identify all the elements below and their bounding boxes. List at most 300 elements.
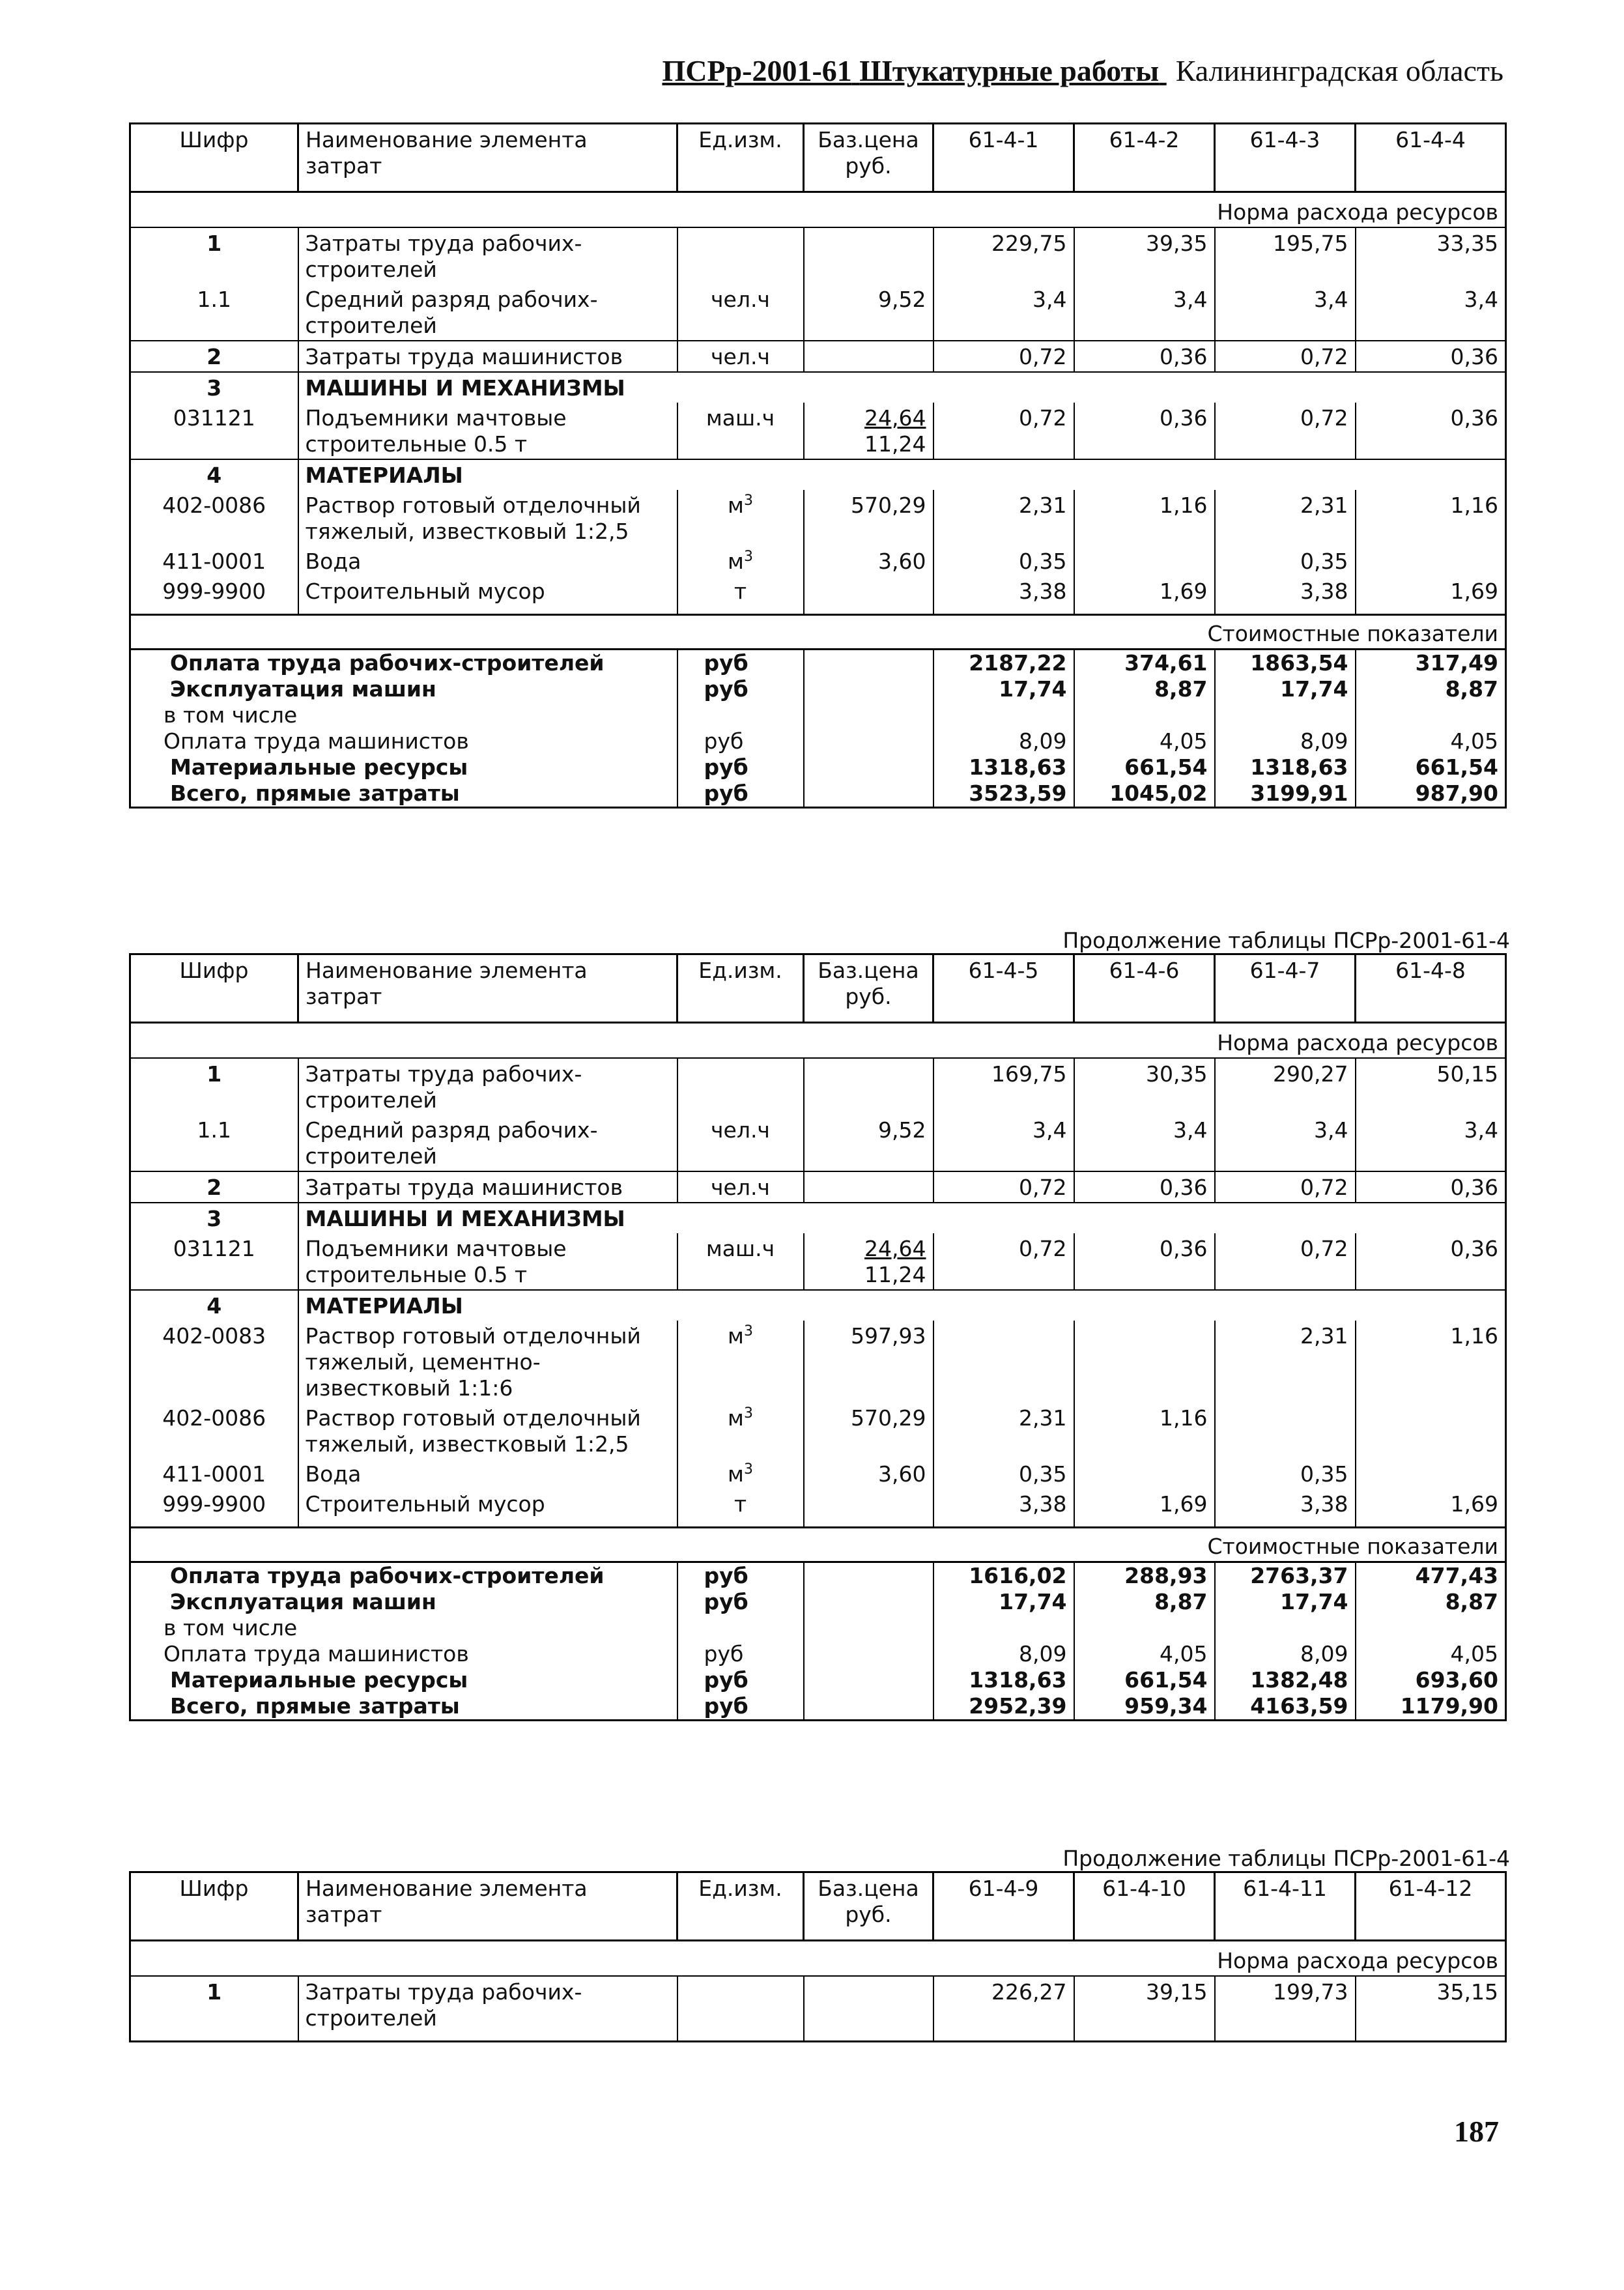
row-unit (677, 1321, 804, 1403)
empty-cell (804, 372, 933, 403)
norm-value: 0,35 (933, 546, 1074, 576)
cost-row-label: Эксплуатация машин (130, 1589, 677, 1615)
norm-value: 1,16 (1356, 1321, 1506, 1403)
cost-value: 288,93 (1074, 1562, 1215, 1590)
unit-text: т (734, 1491, 747, 1517)
cost-value: 4,05 (1356, 728, 1506, 754)
cost-value: 2952,39 (933, 1693, 1074, 1721)
cubic-sup: 3 (743, 1461, 753, 1478)
row-price (804, 341, 933, 372)
row-name: Строительный мусор (298, 576, 677, 615)
row-unit (677, 227, 804, 284)
cost-unit: руб (677, 676, 804, 702)
table-row (130, 1058, 1506, 1115)
empty-cell (804, 1589, 933, 1615)
cost-value: 1318,63 (933, 1667, 1074, 1693)
norm-label: Норма расхода ресурсов (130, 1023, 1506, 1059)
empty-cell (933, 1290, 1074, 1321)
row-name: Затраты труда рабочих-строителей (298, 1976, 677, 2042)
cost-value: 4,05 (1074, 728, 1215, 754)
cost-value: 374,61 (1074, 650, 1215, 677)
row-name: Вода (298, 1459, 677, 1489)
empty-cell (933, 372, 1074, 403)
cost-unit: руб (677, 1589, 804, 1615)
row-code: 402-0086 (130, 490, 298, 546)
col-code-header: Шифр (130, 954, 298, 1023)
cost-value: 17,74 (933, 676, 1074, 702)
row-code: 2 (130, 1171, 298, 1203)
row-unit (677, 1171, 804, 1203)
cost-row-label: Всего, прямые затраты (130, 1693, 677, 1721)
cost-label: Стоимостные показатели (130, 1528, 1506, 1562)
norm-value: 33,35 (1356, 227, 1506, 284)
table-row (130, 1233, 1506, 1290)
norm-value (1074, 1459, 1215, 1489)
cost-unit: руб (677, 1562, 804, 1590)
norm-value: 3,38 (1215, 576, 1356, 615)
norm-value: 169,75 (933, 1058, 1074, 1115)
cost-row (130, 650, 1506, 677)
norm-value: 1,16 (1074, 1403, 1215, 1459)
cost-label-row (130, 615, 1506, 650)
unit-text: м (728, 1405, 744, 1431)
col-norm-header: 61-4-5 (933, 954, 1074, 1023)
cost-unit: руб (677, 1667, 804, 1693)
norm-value: 3,4 (1074, 1115, 1215, 1171)
norm-value: 1,69 (1074, 576, 1215, 615)
header-row (130, 954, 1506, 1023)
empty-cell (804, 676, 933, 702)
header-row (130, 124, 1506, 192)
norm-value: 0,72 (1215, 1171, 1356, 1203)
cost-row-label: в том числе (130, 702, 677, 728)
row-price (804, 1459, 933, 1489)
row-price (804, 546, 933, 576)
norm-value: 0,72 (933, 1171, 1074, 1203)
norm-value: 0,36 (1074, 341, 1215, 372)
empty-cell (677, 372, 804, 403)
row-name: Подъемники мачтовые строительные 0.5 т (298, 1233, 677, 1290)
unit-text: чел.ч (711, 1175, 770, 1200)
empty-cell (1356, 1203, 1506, 1233)
empty-cell (1356, 459, 1506, 490)
table-row (130, 403, 1506, 459)
row-unit (677, 1403, 804, 1459)
row-name: Средний разряд рабочих-строителей (298, 284, 677, 341)
cost-value: 8,09 (933, 728, 1074, 754)
col-norm-header: 61-4-6 (1074, 954, 1215, 1023)
row-code: 3 (130, 372, 298, 403)
row-name: Средний разряд рабочих-строителей (298, 1115, 677, 1171)
empty-cell (804, 1203, 933, 1233)
row-unit (677, 341, 804, 372)
row-unit (677, 1115, 804, 1171)
row-name: Строительный мусор (298, 1489, 677, 1528)
row-price (804, 1058, 933, 1115)
cost-value: 4,05 (1356, 1641, 1506, 1667)
empty-cell (804, 1290, 933, 1321)
empty-cell (804, 1693, 933, 1721)
unit-text: маш.ч (705, 405, 775, 431)
norm-value: 0,36 (1074, 1171, 1215, 1203)
row-name: Раствор готовый отделочный тяжелый, известковый 1:2,5 (298, 1403, 677, 1459)
empty-cell (804, 650, 933, 677)
table-row (130, 284, 1506, 341)
empty-cell (677, 1203, 804, 1233)
price-text: 597,93 (851, 1323, 926, 1349)
cost-row (130, 780, 1506, 808)
col-unit-header: Ед.изм. (677, 1872, 804, 1941)
row-price (804, 490, 933, 546)
norm-value: 3,4 (1356, 284, 1506, 341)
cost-unit: руб (677, 728, 804, 754)
table-row (130, 459, 1506, 490)
cost-value: 1045,02 (1074, 780, 1215, 808)
norm-row (130, 1941, 1506, 1977)
row-price (804, 1489, 933, 1528)
empty-cell (804, 459, 933, 490)
continuation-caption-2: Продолжение таблицы ПСРр-2001-61-4 (1062, 1846, 1510, 1871)
empty-cell (804, 728, 933, 754)
row-unit (677, 1976, 804, 2042)
price-text: 3,60 (878, 549, 926, 574)
empty-cell (804, 780, 933, 808)
cubic-sup: 3 (743, 549, 753, 565)
price-secondary: 11,24 (864, 1262, 926, 1287)
page-header (662, 53, 1503, 88)
cost-value: 17,74 (1215, 676, 1356, 702)
norm-value: 0,72 (933, 403, 1074, 459)
row-name: Затраты труда машинистов (298, 341, 677, 372)
cost-value (1215, 702, 1356, 728)
norm-value: 2,31 (1215, 490, 1356, 546)
norm-value (1074, 1321, 1215, 1403)
empty-cell (1074, 1203, 1215, 1233)
norm-value: 199,73 (1215, 1976, 1356, 2042)
row-name: Вода (298, 546, 677, 576)
norm-value: 290,27 (1215, 1058, 1356, 1115)
row-code: 2 (130, 341, 298, 372)
row-code: 999-9900 (130, 576, 298, 615)
col-norm-header: 61-4-11 (1215, 1872, 1356, 1941)
cost-row (130, 1641, 1506, 1667)
cost-value: 8,09 (933, 1641, 1074, 1667)
table-row (130, 490, 1506, 546)
col-price-header: Баз.цена руб. (804, 1872, 933, 1941)
row-code: 402-0083 (130, 1321, 298, 1403)
empty-cell (804, 1615, 933, 1641)
row-price (804, 1171, 933, 1203)
row-code: 1.1 (130, 284, 298, 341)
col-norm-header: 61-4-3 (1215, 124, 1356, 192)
page-number: 187 (1454, 2115, 1499, 2148)
cost-value: 8,09 (1215, 1641, 1356, 1667)
table-row (130, 1290, 1506, 1321)
cost-value: 4,05 (1074, 1641, 1215, 1667)
empty-cell (1215, 372, 1356, 403)
cost-value: 317,49 (1356, 650, 1506, 677)
table-row (130, 1403, 1506, 1459)
col-code-header: Шифр (130, 1872, 298, 1941)
row-price (804, 1976, 933, 2042)
norm-value: 0,72 (1215, 403, 1356, 459)
cost-row-label: Оплата труда машинистов (130, 728, 677, 754)
cost-value: 2763,37 (1215, 1562, 1356, 1590)
unit-text: м (728, 1461, 744, 1487)
row-name: Затраты труда рабочих-строителей (298, 227, 677, 284)
cost-value: 661,54 (1074, 1667, 1215, 1693)
price-text: 9,52 (878, 287, 926, 312)
row-code: 1 (130, 1058, 298, 1115)
table-row (130, 546, 1506, 576)
resource-table-2 (129, 953, 1507, 1721)
header-region: Калининградская область (1175, 54, 1503, 87)
norm-value: 0,72 (1215, 1233, 1356, 1290)
resource-table-1 (129, 122, 1507, 809)
norm-value: 229,75 (933, 227, 1074, 284)
cost-row (130, 1562, 1506, 1590)
row-name: МАШИНЫ И МЕХАНИЗМЫ (298, 372, 677, 403)
empty-cell (804, 1641, 933, 1667)
norm-value: 2,31 (933, 490, 1074, 546)
row-price (804, 227, 933, 284)
norm-value: 3,38 (933, 576, 1074, 615)
cost-row-label: Всего, прямые затраты (130, 780, 677, 808)
col-norm-header: 61-4-1 (933, 124, 1074, 192)
cost-value (1215, 1615, 1356, 1641)
table-row (130, 1115, 1506, 1171)
empty-cell (804, 1667, 933, 1693)
cost-row-label: Материальные ресурсы (130, 1667, 677, 1693)
col-code-header: Шифр (130, 124, 298, 192)
cost-unit: руб (677, 1641, 804, 1667)
cost-value: 1863,54 (1215, 650, 1356, 677)
continuation-caption-1: Продолжение таблицы ПСРр-2001-61-4 (1062, 928, 1510, 953)
row-code: 031121 (130, 403, 298, 459)
row-unit (677, 490, 804, 546)
row-price (804, 1233, 933, 1290)
resource-table-3 (129, 1871, 1507, 2042)
header-row (130, 1872, 1506, 1941)
row-name: Затраты труда машинистов (298, 1171, 677, 1203)
cost-row (130, 1589, 1506, 1615)
row-name: МАТЕРИАЛЫ (298, 1290, 677, 1321)
row-name: Раствор готовый отделочный тяжелый, цементно-известковый 1:1:6 (298, 1321, 677, 1403)
row-code: 1.1 (130, 1115, 298, 1171)
norm-value: 3,4 (1356, 1115, 1506, 1171)
norm-value: 0,35 (1215, 1459, 1356, 1489)
col-price-header: Баз.цена руб. (804, 124, 933, 192)
table-row (130, 576, 1506, 615)
header-code: ПСРр-2001-61 Штукатурные работы (662, 54, 1160, 87)
cost-value: 8,87 (1356, 676, 1506, 702)
table-row (130, 1321, 1506, 1403)
empty-cell (1074, 372, 1215, 403)
table-row (130, 1203, 1506, 1233)
cost-value (1074, 702, 1215, 728)
col-norm-header: 61-4-2 (1074, 124, 1215, 192)
row-name: Раствор готовый отделочный тяжелый, известковый 1:2,5 (298, 490, 677, 546)
empty-cell (933, 1203, 1074, 1233)
cost-row-label: Оплата труда рабочих-строителей (130, 650, 677, 677)
norm-value: 0,36 (1356, 403, 1506, 459)
price-text: 3,60 (878, 1461, 926, 1487)
empty-cell (1215, 1290, 1356, 1321)
row-code: 1 (130, 1976, 298, 2042)
row-unit (677, 1058, 804, 1115)
norm-value: 226,27 (933, 1976, 1074, 2042)
empty-cell (1356, 1290, 1506, 1321)
norm-value (1074, 546, 1215, 576)
unit-text: м (728, 493, 744, 518)
cost-value: 661,54 (1356, 754, 1506, 780)
price-text: 570,29 (851, 493, 926, 518)
cost-row (130, 754, 1506, 780)
norm-value: 3,38 (933, 1489, 1074, 1528)
norm-value: 1,69 (1356, 1489, 1506, 1528)
cost-row (130, 1693, 1506, 1721)
norm-value: 1,69 (1356, 576, 1506, 615)
cost-value: 3199,91 (1215, 780, 1356, 808)
unit-text: т (734, 579, 747, 604)
empty-cell (1215, 1203, 1356, 1233)
price-text: 24,64 (864, 405, 926, 431)
row-unit (677, 403, 804, 459)
cost-value: 693,60 (1356, 1667, 1506, 1693)
table-row (130, 1976, 1506, 2042)
empty-cell (1215, 459, 1356, 490)
norm-value: 39,35 (1074, 227, 1215, 284)
cost-value: 987,90 (1356, 780, 1506, 808)
price-text: 9,52 (878, 1117, 926, 1143)
cost-value (1074, 1615, 1215, 1641)
col-norm-header: 61-4-10 (1074, 1872, 1215, 1941)
norm-value: 0,36 (1356, 341, 1506, 372)
norm-value: 2,31 (933, 1403, 1074, 1459)
cost-row-label: Материальные ресурсы (130, 754, 677, 780)
table-row (130, 1459, 1506, 1489)
row-price (804, 1115, 933, 1171)
norm-value: 0,36 (1356, 1233, 1506, 1290)
norm-value: 3,4 (933, 1115, 1074, 1171)
cost-value: 1382,48 (1215, 1667, 1356, 1693)
cost-value: 1318,63 (1215, 754, 1356, 780)
empty-cell (933, 459, 1074, 490)
norm-value: 0,72 (933, 341, 1074, 372)
unit-text: м (728, 549, 744, 574)
empty-cell (677, 1290, 804, 1321)
norm-value: 0,36 (1356, 1171, 1506, 1203)
cost-value (1356, 702, 1506, 728)
row-name: Подъемники мачтовые строительные 0.5 т (298, 403, 677, 459)
cost-value: 1318,63 (933, 754, 1074, 780)
cost-value: 17,74 (933, 1589, 1074, 1615)
table-row (130, 341, 1506, 372)
norm-value (933, 1321, 1074, 1403)
cost-unit: руб (677, 780, 804, 808)
norm-value: 1,69 (1074, 1489, 1215, 1528)
col-unit-header: Ед.изм. (677, 124, 804, 192)
norm-value: 3,4 (1215, 284, 1356, 341)
row-price (804, 576, 933, 615)
col-norm-header: 61-4-4 (1356, 124, 1506, 192)
table-row (130, 227, 1506, 284)
cost-value: 959,34 (1074, 1693, 1215, 1721)
row-unit (677, 1459, 804, 1489)
norm-value: 2,31 (1215, 1321, 1356, 1403)
cost-value: 8,09 (1215, 728, 1356, 754)
norm-value (1356, 546, 1506, 576)
cost-row (130, 676, 1506, 702)
row-unit (677, 1489, 804, 1528)
row-price (804, 403, 933, 459)
unit-text: м (728, 1323, 744, 1349)
price-text: 570,29 (851, 1405, 926, 1431)
cubic-sup: 3 (743, 1405, 753, 1422)
col-name-header: Наименование элемента затрат (298, 954, 677, 1023)
row-price (804, 284, 933, 341)
norm-value: 0,36 (1074, 403, 1215, 459)
cost-value: 17,74 (1215, 1589, 1356, 1615)
price-text: 24,64 (864, 1236, 926, 1261)
unit-text: чел.ч (711, 1117, 770, 1143)
cost-row (130, 728, 1506, 754)
unit-text: чел.ч (711, 287, 770, 312)
norm-row (130, 1023, 1506, 1059)
row-code: 3 (130, 1203, 298, 1233)
row-unit (677, 546, 804, 576)
norm-row (130, 192, 1506, 228)
cost-label: Стоимостные показатели (130, 615, 1506, 650)
norm-value (1215, 1403, 1356, 1459)
empty-cell (1074, 459, 1215, 490)
norm-value (1356, 1403, 1506, 1459)
norm-value (1356, 1459, 1506, 1489)
cost-unit: руб (677, 1693, 804, 1721)
cost-unit (677, 702, 804, 728)
cost-unit (677, 1615, 804, 1641)
table-row (130, 1171, 1506, 1203)
cubic-sup: 3 (743, 493, 753, 509)
unit-text: маш.ч (705, 1236, 775, 1261)
norm-value: 195,75 (1215, 227, 1356, 284)
norm-value: 3,4 (933, 284, 1074, 341)
cost-value: 477,43 (1356, 1562, 1506, 1590)
cost-value: 3523,59 (933, 780, 1074, 808)
norm-value: 0,72 (933, 1233, 1074, 1290)
row-unit (677, 1233, 804, 1290)
norm-value: 0,35 (933, 1459, 1074, 1489)
empty-cell (804, 1562, 933, 1590)
row-name: Затраты труда рабочих-строителей (298, 1058, 677, 1115)
cost-row-label: в том числе (130, 1615, 677, 1641)
row-code: 1 (130, 227, 298, 284)
cost-value: 1179,90 (1356, 1693, 1506, 1721)
norm-value: 50,15 (1356, 1058, 1506, 1115)
cost-row (130, 1615, 1506, 1641)
col-name-header: Наименование элемента затрат (298, 124, 677, 192)
row-code: 402-0086 (130, 1403, 298, 1459)
cost-row (130, 1667, 1506, 1693)
norm-value: 0,72 (1215, 341, 1356, 372)
price-secondary: 11,24 (864, 431, 926, 457)
table-row (130, 1489, 1506, 1528)
table-row (130, 372, 1506, 403)
col-norm-header: 61-4-9 (933, 1872, 1074, 1941)
norm-value: 1,16 (1074, 490, 1215, 546)
col-norm-header: 61-4-12 (1356, 1872, 1506, 1941)
cost-value (933, 1615, 1074, 1641)
